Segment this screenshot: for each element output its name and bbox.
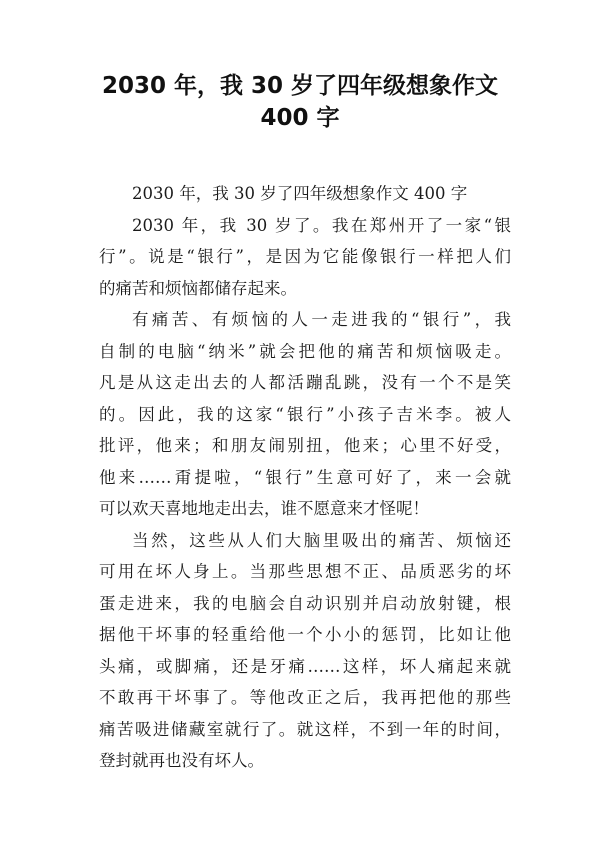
paragraph-3-line-3: 蛋走进来，我的电脑会自动识别并启动放射键，根: [99, 593, 511, 613]
paragraph-2-line-6: 他来……甭提啦，“银行”生意可好了，来一会就: [99, 467, 511, 487]
paragraph-2-line-7: 可以欢天喜地地走出去，谁不愿意来才怪呢！: [99, 499, 429, 518]
paragraph-1-line-1: 2030 年，我 30 岁了。我在郑州开了一家“银: [132, 215, 511, 235]
paragraph-3-line-8: 登封就再也没有坏人。: [99, 751, 264, 770]
subtitle-line: 2030 年，我 30 岁了四年级想象作文 400 字: [132, 184, 468, 203]
paragraph-3-line-5: 头痛，或脚痛，还是牙痛……这样，坏人痛起来就: [99, 656, 511, 676]
paragraph-3-line-7: 痛苦吸进储藏室就行了。就这样，不到一年的时间，: [99, 719, 511, 739]
document-title-line-1: 2030 年，我 30 岁了四年级想象作文: [101, 73, 499, 99]
paragraph-2-line-3: 凡是从这走出去的人都活蹦乱跳，没有一个不是笑: [99, 373, 511, 392]
paragraph-3-line-2: 可用在坏人身上。当那些思想不正、品质恶劣的坏: [99, 562, 511, 581]
paragraph-3-line-1: 当然，这些从人们大脑里吸出的痛苦、烦恼还: [132, 530, 511, 550]
paragraph-2-line-2: 自制的电脑“纳米”就会把他的痛苦和烦恼吸走。: [99, 341, 511, 361]
paragraph-2-line-1: 有痛苦、有烦恼的人一走进我的“银行”，我: [132, 310, 511, 329]
document-title-line-2: 400 字: [260, 105, 340, 131]
paragraph-3-line-6: 不敢再干坏事了。等他改正之后，我再把他的那些: [99, 688, 511, 707]
paragraph-1-line-3: 的痛苦和烦恼都储存起来。: [99, 278, 297, 298]
document-body: [99, 178, 511, 777]
paragraph-3-line-4: 据他干坏事的轻重给他一个小小的惩罚，比如让他: [99, 625, 511, 644]
paragraph-1-line-2: 行”。说是“银行”，是因为它能像银行一样把人们: [99, 247, 511, 266]
paragraph-2-line-5: 批评，他来；和朋友闹别扭，他来；心里不好受，: [99, 436, 511, 455]
paragraph-2-line-4: 的。因此，我的这家“银行”小孩子吉米李。被人: [99, 404, 511, 424]
